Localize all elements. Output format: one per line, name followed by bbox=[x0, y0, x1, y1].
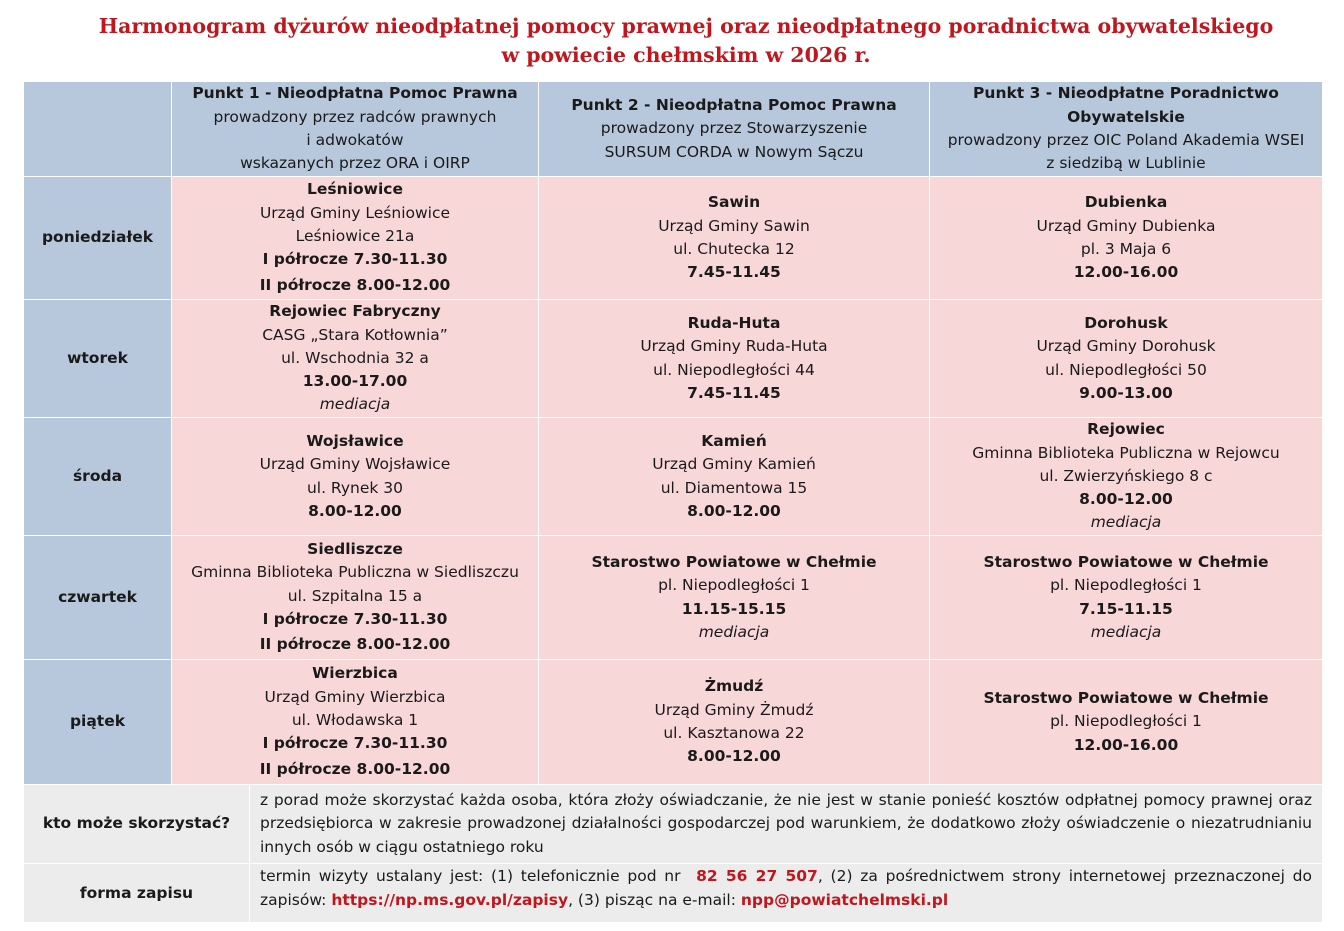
punkt-1-desc-1: prowadzony przez radców prawnych bbox=[213, 107, 497, 126]
cell-hours: 7.45-11.45 bbox=[687, 263, 781, 282]
schedule-cell bbox=[539, 418, 930, 536]
info-table bbox=[23, 784, 1323, 923]
schedule-cell bbox=[539, 660, 930, 785]
cell-line: Urząd Gminy Dorohusk bbox=[1036, 337, 1216, 356]
schedule-table bbox=[23, 81, 1323, 785]
cell-note: mediacja bbox=[319, 395, 391, 414]
cell-line: ul. Niepodległości 44 bbox=[653, 360, 815, 379]
cell-place: Wierzbica bbox=[312, 664, 398, 683]
schedule-cell bbox=[930, 418, 1323, 536]
row-wtorek bbox=[24, 300, 1323, 418]
cell-line: ul. Szpitalna 15 a bbox=[287, 586, 423, 605]
header-punkt-3 bbox=[930, 82, 1323, 177]
row-czwartek bbox=[24, 536, 1323, 660]
cell-line: ul. Diamentowa 15 bbox=[660, 478, 808, 497]
punkt-3-name-2: Obywatelskie bbox=[1067, 107, 1185, 126]
schedule-cell bbox=[539, 300, 930, 418]
title-line-2: w powiecie chełmskim w 2026 r. bbox=[501, 43, 871, 67]
cell-line: ul. Niepodległości 50 bbox=[1045, 360, 1207, 379]
cell-hours: 8.00-12.00 bbox=[687, 501, 781, 520]
punkt-1-desc-3: wskazanych przez ORA i OIRP bbox=[240, 154, 470, 173]
schedule-cell bbox=[930, 177, 1323, 300]
cell-line: Urząd Gminy Kamień bbox=[652, 455, 816, 474]
cell-line: CASG „Stara Kotłownia” bbox=[262, 325, 448, 344]
schedule-cell bbox=[172, 660, 539, 785]
cell-place: Rejowiec bbox=[1087, 420, 1165, 439]
cell-line: pl. Niepodległości 1 bbox=[1050, 712, 1202, 731]
signup-text bbox=[250, 864, 1323, 923]
cell-line: Urząd Gminy Leśniowice bbox=[259, 203, 451, 222]
cell-line: Urząd Gminy Ruda-Huta bbox=[640, 337, 828, 356]
cell-place: Leśniowice bbox=[307, 180, 403, 199]
day-label: piątek bbox=[24, 660, 172, 785]
cell-line: ul. Wschodnia 32 a bbox=[281, 348, 429, 367]
cell-hours: II półrocze 8.00-12.00 bbox=[259, 759, 451, 778]
cell-hours: I półrocze 7.30-11.30 bbox=[262, 250, 448, 269]
cell-line: Urząd Gminy Wierzbica bbox=[264, 687, 446, 706]
schedule-cell bbox=[172, 536, 539, 660]
schedule-cell bbox=[539, 177, 930, 300]
schedule-cell bbox=[930, 300, 1323, 418]
header-punkt-1 bbox=[172, 82, 539, 177]
page-title bbox=[0, 12, 1344, 70]
day-label: czwartek bbox=[24, 536, 172, 660]
row-piatek bbox=[24, 660, 1323, 785]
cell-hours: II półrocze 8.00-12.00 bbox=[259, 635, 451, 654]
cell-place: Wojsławice bbox=[306, 431, 404, 450]
cell-place: Starostwo Powiatowe w Chełmie bbox=[983, 689, 1269, 708]
cell-line: Urząd Gminy Żmudź bbox=[654, 700, 814, 719]
cell-line: pl. Niepodległości 1 bbox=[658, 576, 810, 595]
cell-hours: 8.00-12.00 bbox=[1079, 490, 1173, 509]
punkt-1-name: Punkt 1 - Nieodpłatna Pomoc Prawna bbox=[192, 84, 518, 103]
cell-note: mediacja bbox=[1090, 513, 1162, 532]
cell-hours: II półrocze 8.00-12.00 bbox=[259, 275, 451, 294]
cell-hours: 7.15-11.15 bbox=[1079, 599, 1173, 618]
header-row bbox=[24, 82, 1323, 177]
phone-number[interactable]: 82 56 27 507 bbox=[696, 867, 818, 886]
signup-url-link[interactable]: https://np.ms.gov.pl/zapisy bbox=[331, 890, 569, 909]
cell-line: Urząd Gminy Dubienka bbox=[1036, 216, 1216, 235]
info-row-who bbox=[24, 785, 1323, 864]
email-link[interactable]: npp@powiatchelmski.pl bbox=[740, 890, 949, 909]
cell-line: Urząd Gminy Sawin bbox=[658, 216, 810, 235]
cell-line: ul. Zwierzyńskiego 8 c bbox=[1039, 466, 1213, 485]
header-corner bbox=[24, 82, 172, 177]
cell-hours: 12.00-16.00 bbox=[1073, 735, 1179, 754]
day-label: środa bbox=[24, 418, 172, 536]
signup-mid2: , (3) pisząc na e-mail: bbox=[568, 890, 736, 909]
cell-place: Dorohusk bbox=[1084, 313, 1168, 332]
cell-place: Dubienka bbox=[1084, 193, 1168, 212]
punkt-3-desc-2: z siedzibą w Lublinie bbox=[1046, 154, 1206, 173]
schedule-cell bbox=[172, 418, 539, 536]
cell-hours: 8.00-12.00 bbox=[308, 501, 402, 520]
cell-line: pl. 3 Maja 6 bbox=[1080, 240, 1172, 258]
cell-place: Rejowiec Fabryczny bbox=[269, 302, 441, 321]
title-line-1: Harmonogram dyżurów nieodpłatnej pomocy prawnej oraz nieodpłatnego poradnictwa obywatelskiego bbox=[98, 14, 1274, 38]
cell-place: Kamień bbox=[701, 431, 767, 450]
cell-hours: I półrocze 7.30-11.30 bbox=[262, 734, 448, 753]
cell-note: mediacja bbox=[1090, 622, 1162, 641]
cell-line: Leśniowice 21a bbox=[295, 227, 415, 245]
signup-label: forma zapisu bbox=[24, 864, 250, 923]
cell-place: Starostwo Powiatowe w Chełmie bbox=[983, 552, 1269, 571]
punkt-2-desc-1: prowadzony przez Stowarzyszenie bbox=[600, 119, 868, 138]
cell-hours: 12.00-16.00 bbox=[1073, 263, 1179, 282]
punkt-1-desc-2: i adwokatów bbox=[306, 131, 404, 149]
punkt-3-desc-1: prowadzony przez OIC Poland Akademia WSEI bbox=[947, 131, 1305, 149]
cell-place: Żmudź bbox=[704, 677, 764, 696]
cell-place: Sawin bbox=[707, 193, 761, 212]
cell-line: pl. Niepodległości 1 bbox=[1050, 576, 1202, 595]
cell-place: Ruda-Huta bbox=[687, 313, 781, 332]
cell-line: ul. Rynek 30 bbox=[306, 478, 404, 497]
cell-hours: 11.15-15.15 bbox=[681, 599, 787, 618]
cell-line: Urząd Gminy Wojsławice bbox=[259, 455, 451, 474]
cell-line: Gminna Biblioteka Publiczna w Rejowcu bbox=[972, 443, 1280, 462]
cell-note: mediacja bbox=[698, 622, 770, 641]
cell-line: ul. Włodawska 1 bbox=[291, 711, 419, 729]
cell-hours: I półrocze 7.30-11.30 bbox=[262, 609, 448, 628]
who-text: z porad może skorzystać każda osoba, która złoży oświadczanie, że nie jest w stanie ponieść kosztów odpłatnej pomocy prawnej oraz przedsiębiorca w zakresie prowadzonej działalności gospodarczej pod warunkiem, że dodatkowo złoży oświadczenie o niezatrudnianiu innych osób w ciągu ostatniego roku bbox=[250, 785, 1323, 864]
cell-line: Gminna Biblioteka Publiczna w Siedliszczu bbox=[191, 563, 519, 582]
signup-mid: , (2) za pośrednictwem strony internetowej przeznaczonej do zapisów: bbox=[260, 867, 1312, 909]
schedule-cell bbox=[930, 660, 1323, 785]
day-label: wtorek bbox=[24, 300, 172, 418]
day-label: poniedziałek bbox=[24, 177, 172, 300]
signup-pre: termin wizyty ustalany jest: (1) telefonicznie pod nr bbox=[260, 867, 681, 886]
cell-hours: 7.45-11.45 bbox=[687, 383, 781, 402]
cell-line: ul. Kasztanowa 22 bbox=[663, 724, 805, 742]
cell-place: Starostwo Powiatowe w Chełmie bbox=[591, 552, 877, 571]
header-punkt-2 bbox=[539, 82, 930, 177]
cell-hours: 8.00-12.00 bbox=[687, 747, 781, 766]
who-label: kto może skorzystać? bbox=[24, 785, 250, 864]
schedule-cell bbox=[539, 536, 930, 660]
info-row-signup bbox=[24, 864, 1323, 923]
cell-line: ul. Chutecka 12 bbox=[673, 240, 795, 258]
row-sroda bbox=[24, 418, 1323, 536]
schedule-cell bbox=[930, 536, 1323, 660]
cell-hours: 13.00-17.00 bbox=[302, 372, 408, 391]
schedule-cell bbox=[172, 300, 539, 418]
cell-hours: 9.00-13.00 bbox=[1079, 383, 1173, 402]
schedule-cell bbox=[172, 177, 539, 300]
punkt-2-name: Punkt 2 - Nieodpłatna Pomoc Prawna bbox=[571, 96, 897, 115]
row-poniedzialek bbox=[24, 177, 1323, 300]
punkt-3-name: Punkt 3 - Nieodpłatne Poradnictwo bbox=[973, 84, 1279, 103]
cell-place: Siedliszcze bbox=[307, 539, 403, 558]
punkt-2-desc-2: SURSUM CORDA w Nowym Sączu bbox=[604, 142, 864, 161]
